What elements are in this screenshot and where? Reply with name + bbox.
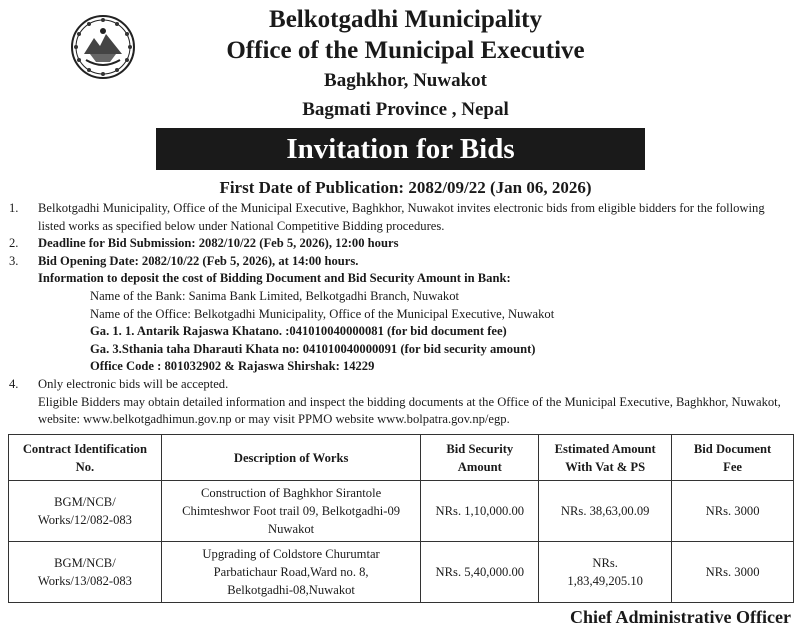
bid-works-table [8,434,794,603]
contract-id-cell: BGM/NCB/ Works/13/082-083 [9,542,162,603]
office-address: Baghkhor, Nuwakot [324,70,487,91]
office-account-name: Name of the Office: Belkotgadhi Municipality, Office of the Municipal Executive, Nuwakot [90,306,555,321]
item-number: 4. [9,376,19,391]
bid-security-cell: NRs. 5,40,000.00 [421,542,539,603]
notice-body [0,200,811,429]
notice-item [0,200,811,235]
header-estimated-amount: Estimated Amount With Vat & PS [539,435,672,481]
office-code: Office Code : 801032902 & Rajaswa Shirshak: 14229 [90,359,375,374]
notice-item [0,235,811,253]
deposit-info-title: Information to deposit the cost of Bidding Document and Bid Security Amount in Bank: [38,271,511,286]
table-row [9,481,794,542]
item-number: 2. [9,236,19,251]
estimated-amount-cell: NRs. 1,83,49,205.10 [539,542,672,603]
bank-name: Name of the Bank: Sanima Bank Limited, Belkotgadhi Branch, Nuwakot [90,288,459,303]
header-description: Description of Works [161,435,421,481]
bid-deadline: Deadline for Bid Submission: 2082/10/22 (Feb 5, 2026), 12:00 hours [38,236,399,251]
document-fee-cell: NRs. 3000 [672,481,794,542]
document-fee-account: Ga. 1. 1. Antarik Rajaswa Khatano. :041010040000081 (for bid document fee) [90,324,507,339]
bid-document-info: Eligible Bidders may obtain detailed information and inspect the bidding documents at the Office of the Municipal Executive, Baghkhor, Nuwakot, website: www.belkotgadhimun.gov.np or may visit PPMO website www.bolpatra.gov.np/egp. [38,394,781,427]
document-header [0,6,811,124]
notice-item [0,253,811,271]
office-name: Office of the Municipal Executive [226,37,585,64]
signatory-title: Chief Administrative Officer [570,607,791,627]
province-name: Bagmati Province , Nepal [302,99,509,120]
bid-security-account: Ga. 3.Sthania taha Dharauti Khata no: 041010040000091 (for bid security amount) [90,341,536,356]
item-number: 1. [9,201,19,215]
header-bid-security: Bid Security Amount [421,435,539,481]
banner-title: Invitation for Bids [156,128,645,170]
description-cell: Construction of Baghkhor Sirantole Chimteshwor Foot trail 09, Belkotgadhi-09 Nuwakot [161,481,421,542]
bid-opening-date: Bid Opening Date: 2082/10/22 (Feb 5, 2026), at 14:00 hours. [38,253,359,268]
table-row [9,542,794,603]
item-text: Belkotgadhi Municipality, Office of the Municipal Executive, Baghkhor, Nuwakot invites electronic bids from eligible bidders for the following listed works as specified below under National Competitive Bidding procedures. [38,201,765,233]
publication-date: First Date of Publication: 2082/09/22 (Jan 06, 2026) [219,178,592,197]
document-fee-cell: NRs. 3000 [672,542,794,603]
table-header-row [9,435,794,481]
estimated-amount-cell: NRs. 38,63,00.09 [539,481,672,542]
header-contract-id: Contract Identification No. [9,435,162,481]
bid-security-cell: NRs. 1,10,000.00 [421,481,539,542]
item-number: 3. [9,253,19,268]
notice-item [0,376,811,394]
contract-id-cell: BGM/NCB/ Works/12/082-083 [9,481,162,542]
description-cell: Upgrading of Coldstore Churumtar Parbatichaur Road,Ward no. 8, Belkotgadhi-08,Nuwakot [161,542,421,603]
municipality-name: Belkotgadhi Municipality [269,6,542,33]
header-bid-document-fee: Bid Document Fee [672,435,794,481]
item-text: Only electronic bids will be accepted. [38,376,229,391]
